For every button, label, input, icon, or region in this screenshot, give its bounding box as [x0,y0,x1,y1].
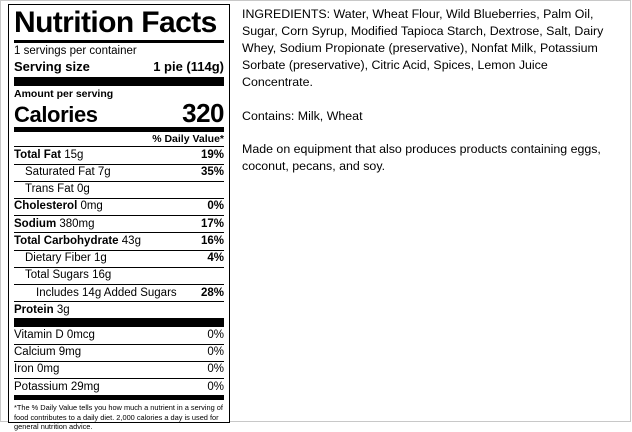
vitamin-daily-value: 0% [207,380,224,393]
vitamin-daily-value: 0% [207,346,224,359]
nutrient-daily-value: 35% [200,166,224,178]
nutrition-facts-title: Nutrition Facts [14,6,217,39]
nutrient-label: Saturated Fat 7g [25,166,111,178]
nutrient-daily-value: 16% [200,234,224,247]
nutrient-row [14,302,224,318]
serving-size-value: 1 pie (114g) [153,59,224,75]
serving-size-label: Serving size [14,59,90,75]
calories-label: Calories [14,102,98,128]
nutrient-row [14,199,224,215]
calories-row [14,100,224,127]
contains-statement: Contains: Milk, Wheat [242,108,363,123]
nutrient-label: Includes 14g Added Sugars [36,286,177,299]
nutrient-daily-value: 17% [200,217,224,230]
nutrient-row [14,165,224,181]
vitamin-rows [14,327,224,395]
nutrient-label: Dietary Fiber 1g [25,252,107,265]
vitamin-row [14,362,224,378]
vitamin-row [14,327,224,343]
vitamin-label: Potassium 29mg [14,380,100,393]
amount-per-serving-label: Amount per serving [14,88,114,101]
nutrient-label: Cholesterol 0mg [14,200,103,213]
nutrient-daily-value: 0% [207,200,224,213]
nutrient-row [14,147,224,163]
vitamin-daily-value: 0% [207,328,224,341]
nutrition-facts-panel [8,4,230,432]
nutrient-daily-value: 4% [207,252,224,265]
vitamin-row [14,379,224,395]
nutrient-row [14,216,224,232]
nutrient-row [14,233,224,249]
vitamin-daily-value: 0% [207,363,224,376]
nutrient-label: Trans Fat 0g [25,183,90,196]
serving-size-row [14,60,224,77]
nutrient-row [14,251,224,267]
daily-value-header: % Daily Value* [152,133,224,146]
vitamin-row [14,345,224,361]
nutrient-label: Total Sugars 16g [25,269,112,282]
ingredients-column [230,0,632,423]
divider-under-serving-size [14,77,224,86]
vitamin-label: Iron 0mg [14,363,60,376]
nutrient-label: Total Fat 15g [14,148,84,161]
vitamin-label: Calcium 9mg [14,346,82,359]
nutrient-row [14,182,224,198]
ingredients-text: INGREDIENTS: Water, Wheat Flour, Wild Blueberries, Palm Oil, Sugar, Corn Syrup, Modified Tapioca Starch, Dextrose, Salt, Dairy Whey, Sodium Propionate (preservative), Nonfat Milk, Potassium Sorbate (preservative), Citric Acid, Spices, Lemon Juice Concentrate. [242,7,604,90]
calories-value: 320 [182,98,224,129]
nutrient-label: Sodium 380mg [14,217,95,230]
nutrient-row [14,285,224,301]
nutrient-label: Total Carbohydrate 43g [14,234,141,247]
daily-value-footnote: *The % Daily Value tells you how much a nutrient in a serving of food contributes to a daily diet. 2,000 calories a day is used for general nutrition advice. [14,403,223,432]
nutrient-row [14,268,224,284]
nutrient-rows [14,147,224,318]
nutrient-daily-value: 28% [200,286,224,299]
nutrient-label: Protein 3g [14,303,70,316]
allergen-statement: Made on equipment that also produces products containing eggs, coconut, pecans, and soy. [242,141,601,173]
servings-per-container: 1 servings per container [14,45,137,57]
divider-under-protein [14,318,224,327]
nutrient-daily-value: 19% [200,148,224,161]
vitamin-label: Vitamin D 0mcg [14,328,95,341]
